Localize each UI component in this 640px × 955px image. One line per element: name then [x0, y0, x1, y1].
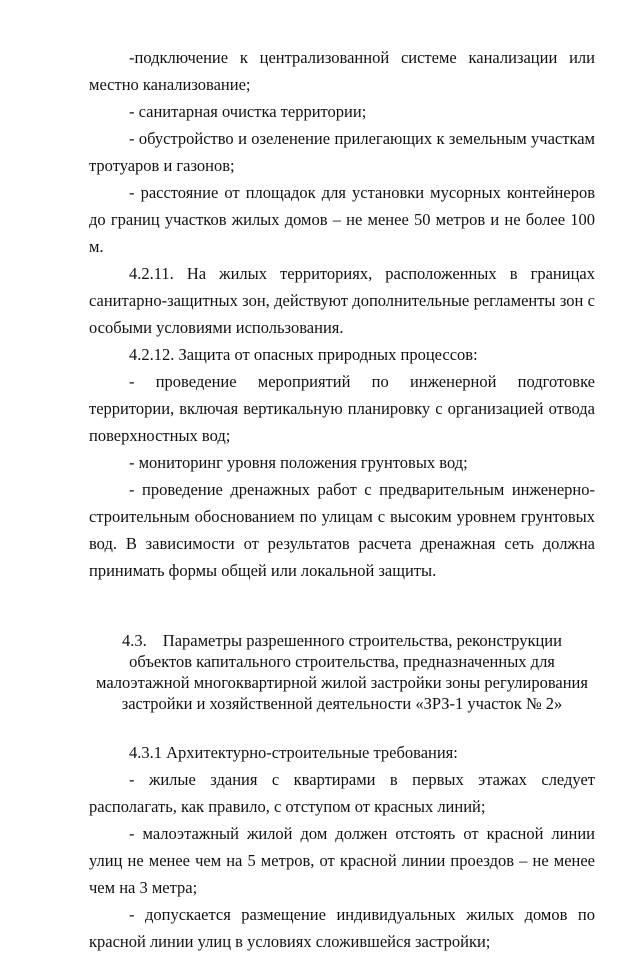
list-item-setback-red-lines: - жилые здания с квартирами в первых этажах следует располагать, как правило, с отступом от красных линий; — [89, 770, 595, 816]
list-item-sewerage: -подключение к централизованной системе канализации или местно канализование; — [89, 48, 595, 94]
list-item-sanitary-cleaning: - санитарная очистка территории; — [129, 102, 367, 121]
section-number: 4.3. — [122, 631, 147, 650]
list-item-engineering-preparation: - проведение мероприятий по инженерной подготовке территории, включая вертикальную планировку с организацией отвода поверхностных вод; — [89, 372, 595, 445]
section-4-3-body — [89, 739, 595, 955]
clause-4-2-12: 4.2.12. Защита от опасных природных процессов: — [129, 345, 478, 364]
list-item-min-distance: - малоэтажный жилой дом должен отстоять от красной линии улиц не менее чем на 5 метров, от красной линии проездов – не менее чем на 3 метра; — [89, 824, 595, 897]
section-heading-4-3 — [89, 630, 595, 714]
document-body — [89, 44, 595, 955]
list-item-groundwater-monitoring: - мониторинг уровня положения грунтовых вод; — [129, 453, 468, 472]
list-item-landscaping: - обустройство и озеленение прилегающих к земельным участкам тротуаров и газонов; — [89, 129, 595, 175]
list-item-individual-houses: - допускается размещение индивидуальных жилых домов по красной линии улиц в условиях сложившейся застройки; — [89, 905, 595, 951]
clause-4-3-1: 4.3.1 Архитектурно-строительные требования: — [129, 743, 458, 762]
list-item-drainage-works: - проведение дренажных работ с предварительным инженерно-строительным обоснованием по улицам с высоким уровнем грунтовых вод. В зависимости от результатов расчета дренажная сеть должна принимать формы общей или локальной защиты. — [89, 480, 595, 580]
clause-4-2-11: 4.2.11. На жилых территориях, расположенных в границах санитарно-защитных зон, действуют дополнительные регламенты зон с особыми условиями использования. — [89, 264, 595, 337]
list-item-container-distance: - расстояние от площадок для установки мусорных контейнеров до границ участков жилых домов – не менее 50 метров и не более 100 м. — [89, 183, 595, 256]
section-title: Параметры разрешенного строительства, реконструкции объектов капитального строительства, предназначенных для малоэтажной многоквартирной жилой застройки зоны регулирования застройки и хозяйственной деятельности «ЗРЗ-1 участок № 2» — [96, 631, 588, 713]
